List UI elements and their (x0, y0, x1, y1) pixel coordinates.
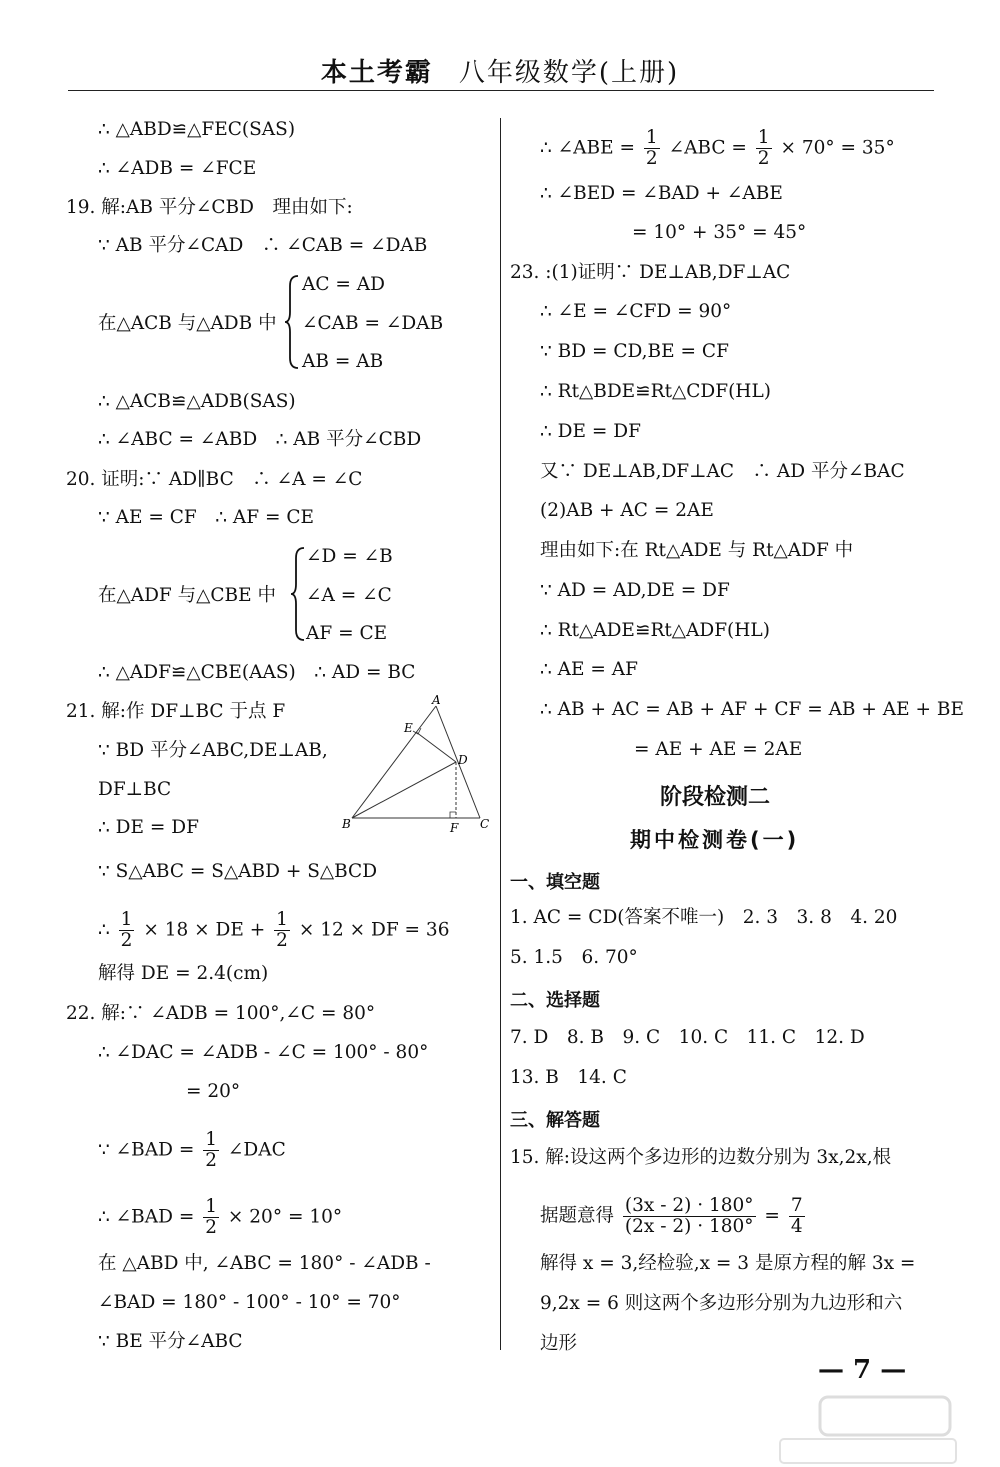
label-F: F (450, 821, 459, 834)
section-heading: 三、解答题 (510, 1110, 600, 1131)
text-line: ∵ AB 平分∠CAD ∴ ∠CAB = ∠DAB (98, 235, 428, 256)
column-divider (500, 118, 501, 1350)
text-line: AF = CE (306, 623, 388, 644)
text-line: 又∵ DE⊥AB,DF⊥AC ∴ AD 平分∠BAC (540, 461, 905, 482)
section-heading: 二、选择题 (510, 990, 600, 1011)
text-line: ∴ DE = DF (98, 817, 199, 838)
text-line: 21. 解:作 DF⊥BC 于点 F (66, 701, 286, 722)
text-line: AC = AD (302, 274, 385, 295)
therefore: ∴ (98, 919, 110, 941)
text-line: ∴ ∠ADB = ∠FCE (98, 158, 257, 179)
expr: ∴ ∠ABE = (540, 137, 635, 159)
text-line: ∠D = ∠B (306, 546, 393, 567)
book-title: 本土考霸 (320, 58, 433, 88)
text-line: 1. AC = CD(答案不唯一) 2. 3 3. 8 4. 20 (510, 907, 898, 928)
page-header (0, 52, 1000, 89)
fraction-half: $\frac{1}{2}$ (205, 1129, 217, 1171)
expr: ∠DAC (227, 1139, 286, 1161)
text-line: ∴ ∠DAC = ∠ADB - ∠C = 100° - 80° (98, 1042, 429, 1063)
text-line: 5. 1.5 6. 70° (510, 947, 638, 968)
text-line: ∴ △ADF≌△CBE(AAS) ∴ AD = BC (98, 662, 416, 683)
expr: ∴ ∠BAD = (98, 1206, 195, 1228)
text-line: 边形 (540, 1333, 578, 1354)
expr: ∠ABC = (668, 137, 747, 159)
text-line: ∠A = ∠C (306, 585, 392, 606)
expr: × 12 × DF = 36 (298, 919, 450, 941)
text-line: = AE + AE = 2AE (634, 739, 803, 760)
expr: × 18 × DE + (143, 919, 266, 941)
left-brace (284, 274, 302, 370)
expr: × 20° = 10° (227, 1206, 343, 1228)
watermark-logo (760, 1395, 960, 1467)
text-line: 解得 x = 3,经检验,x = 3 是原方程的解 3x = (540, 1253, 916, 1274)
book-subtitle: 八年级数学(上册) (458, 58, 680, 88)
expr: 据题意得 (540, 1205, 615, 1227)
text-line: = 20° (186, 1081, 241, 1102)
text-line: 15. 解:设这两个多边形的边数分别为 3x,2x,根 (510, 1147, 892, 1168)
label-B: B (342, 817, 351, 831)
text-line (540, 128, 895, 169)
text-line: 9,2x = 6 则这两个多边形分别为九边形和六 (540, 1293, 903, 1314)
text-line (98, 910, 449, 951)
text-line: = 10° + 35° = 45° (632, 222, 807, 243)
text-line: ∴ AB + AC = AB + AF + CF = AB + AE + BE (540, 699, 965, 720)
text-line: 13. B 14. C (510, 1067, 627, 1088)
fraction-half: $\frac{1}{2}$ (276, 909, 288, 951)
text-line (540, 1196, 808, 1237)
text-line (98, 1197, 342, 1238)
expr: × 70° = 35° (780, 137, 895, 159)
text-line: ∴ ∠ABC = ∠ABD ∴ AB 平分∠CBD (98, 429, 422, 450)
label-D: D (458, 753, 468, 767)
text-line: 理由如下:在 Rt△ADE 与 Rt△ADF 中 (540, 540, 854, 561)
text-line: ∴ △ABD≌△FEC(SAS) (98, 119, 296, 140)
text-line: AB = AB (302, 351, 384, 372)
text-line: ∴ DE = DF (540, 421, 641, 442)
text-line: 在△ADF 与△CBE 中 (98, 585, 276, 606)
section-heading: 一、填空题 (510, 872, 600, 893)
text-line: ∠CAB = ∠DAB (302, 313, 444, 334)
header-rule (68, 90, 934, 91)
text-line: ∵ AE = CF ∴ AF = CE (98, 507, 315, 528)
text-line: 解得 DE = 2.4(cm) (98, 963, 269, 984)
expr: = (764, 1205, 780, 1227)
text-line: ∵ BD 平分∠ABC,DE⊥AB, (98, 740, 328, 761)
text-line: ∵ AD = AD,DE = DF (540, 580, 730, 601)
label-C: C (480, 817, 490, 831)
fraction-half: $\frac{1}{2}$ (645, 127, 658, 169)
text-line: 22. 解:∵ ∠ADB = 100°,∠C = 80° (66, 1003, 376, 1024)
text-line: ∴ Rt△BDE≌Rt△CDF(HL) (540, 381, 771, 402)
fraction-polygon: $\frac{(3x - 2) \cdot 180^\circ}{(2x - 2) \cdot 180^\circ}$ (624, 1195, 754, 1237)
text-line: 19. 解:AB 平分∠CBD 理由如下: (66, 197, 353, 218)
triangle-figure (340, 694, 490, 834)
text-line: ∵ BD = CD,BE = CF (540, 341, 729, 362)
text-line: 23. :(1)证明∵ DE⊥AB,DF⊥AC (510, 262, 791, 283)
text-line: ∴ ∠BED = ∠BAD + ∠ABE (540, 183, 783, 204)
text-line: 7. D 8. B 9. C 10. C 11. C 12. D (510, 1027, 865, 1048)
page-number: — 7 — (818, 1355, 907, 1385)
label-E: E (404, 721, 413, 735)
exam-title: 期中检测卷(一) (630, 828, 800, 852)
fraction-half: $\frac{1}{2}$ (205, 1196, 217, 1238)
text-line: 在△ACB 与△ADB 中 (98, 313, 277, 334)
text-line: 20. 证明:∵ AD∥BC ∴ ∠A = ∠C (66, 469, 363, 490)
text-line: ∵ BE 平分∠ABC (98, 1331, 243, 1352)
text-line (98, 1130, 286, 1171)
expr: ∵ ∠BAD = (98, 1139, 195, 1161)
text-line: ∠BAD = 180° - 100° - 10° = 70° (98, 1292, 401, 1313)
text-line: ∴ Rt△ADE≌Rt△ADF(HL) (540, 620, 770, 641)
fraction-seven-fourths: $\frac{7}{4}$ (790, 1195, 803, 1237)
fraction-half: $\frac{1}{2}$ (120, 909, 133, 951)
label-A: A (432, 694, 441, 707)
fraction-half: $\frac{1}{2}$ (757, 127, 770, 169)
text-line: 在 △ABD 中, ∠ABC = 180° - ∠ADB - (98, 1253, 431, 1274)
text-line: ∵ S△ABC = S△ABD + S△BCD (98, 861, 378, 882)
text-line: ∴ △ACB≌△ADB(SAS) (98, 391, 296, 412)
text-line: (2)AB + AC = 2AE (540, 500, 714, 521)
text-line: ∴ ∠E = ∠CFD = 90° (540, 301, 732, 322)
section-title: 阶段检测二 (660, 785, 771, 810)
text-line: DF⊥BC (98, 779, 172, 800)
text-line: ∴ AE = AF (540, 659, 638, 680)
